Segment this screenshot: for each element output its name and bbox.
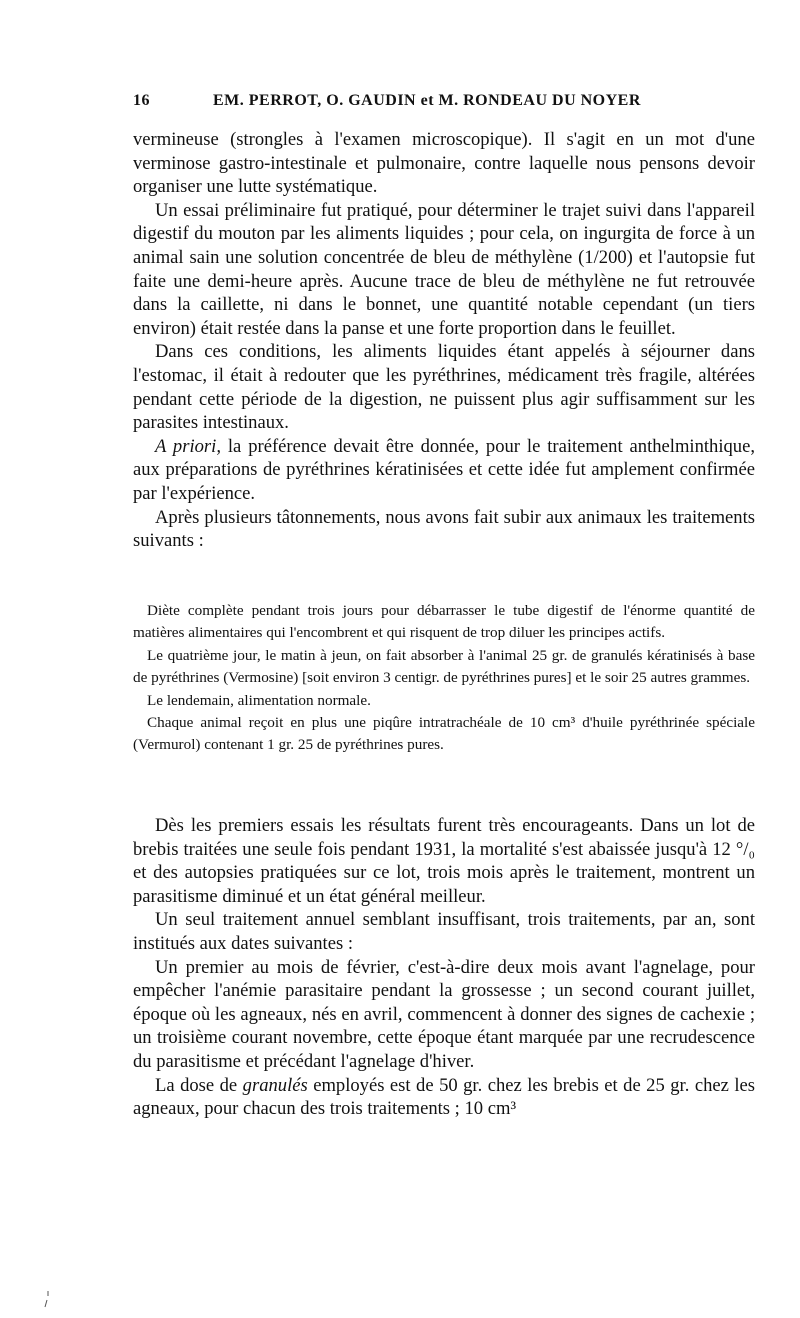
running-title: EM. PERROT, O. GAUDIN et M. RONDEAU DU NOYER [213, 92, 641, 109]
protocol-step: Le quatrième jour, le matin à jeun, on fait absorber à l'animal 25 gr. de granulés kératinisés à base de pyréthrines (Vermosine) [soit environ 3 centigr. de pyréthrines pures] et le soir 25 autres grammes. [133, 646, 755, 687]
paragraph-dose [133, 1074, 755, 1121]
paragraph-schedule: Un premier au mois de février, c'est-à-dire deux mois avant l'agnelage, pour empêcher l'anémie parasitaire pendant la grossesse ; un second courant juillet, époque où les agneaux, nés en avril, commencent à donner des signes de cachexie ; un troisième courant novembre, cette époque étant marquée par une recrudescence du parasitisme et précédant l'agnelage d'hiver. [133, 956, 755, 1072]
a-priori-italic: A priori, [155, 435, 221, 457]
paragraph-continuation: vermineuse (strongles à l'examen microscopique). Il s'agit en un mot d'une verminose gastro-intestinale et pulmonaire, contre laquelle nous pensons devoir organiser une lutte systématique. [133, 129, 755, 198]
paragraph-treatments-intro: Après plusieurs tâtonnements, nous avons fait subir aux animaux les traitements suivants : [133, 506, 755, 552]
page-number: 16 [133, 92, 150, 109]
running-header [133, 92, 683, 114]
dose-lead: La dose de [155, 1074, 243, 1096]
a-priori-rest: la préférence devait être donnée, pour le traitement anthelminthique, aux préparations de pyréthrines kératinisées et cette idée fut amplement confirmée par l'expérience. [133, 435, 755, 504]
scan-speck-mark [44, 1290, 50, 1308]
protocol-step: Diète complète pendant trois jours pour débarrasser le tube digestif de l'énorme quantité de matières alimentaires qui l'encombrent et qui risquent de trop diluer les principes actifs. [133, 602, 755, 642]
paragraph-annual-treatment: Un seul traitement annuel semblant insuffisant, trois traitements, par an, sont institués aux dates suivantes : [133, 909, 755, 954]
paragraph-results: Dès les premiers essais les résultats furent très encourageants. Dans un lot de brebis traitées une seule fois pendant 1931, la mortalité s'est abaissée jusqu'à 12 °/₀ et des autopsies pratiquées sur ce lot, trois mois après le traitement, montrent un parasitisme diminué et un état général meilleur. [133, 815, 755, 907]
treatment-protocol [133, 600, 755, 757]
body-text-upper [133, 128, 755, 553]
paragraph-preliminary-test: Un essai préliminaire fut pratiqué, pour déterminer le trajet suivi dans l'appareil digestif du mouton par les aliments liquides ; pour cela, on ingurgita de force à un animal sain une solution concentrée de bleu de méthylène (1/200) et l'autopsie fut faite une demi-heure après. Aucune trace de bleu de méthylène ne fut retrouvée dans la caillette, ni dans le bonnet, une quantité notable cependant (un tiers environ) était restée dans la panse et une forte proportion dans le feuillet. [133, 199, 755, 339]
body-text-lower [133, 814, 755, 1121]
protocol-step: Le lendemain, alimentation normale. [147, 691, 371, 709]
paragraph-conditions: Dans ces conditions, les aliments liquides étant appelés à séjourner dans l'estomac, il était à redouter que les pyréthrines, médicament très fragile, altérées pendant cette période de la digestion, ne puissent plus agir suffisamment sur les parasites intestinaux. [133, 341, 755, 434]
paragraph-a-priori [133, 435, 755, 506]
dose-rest: employés est de 50 gr. chez les brebis et de 25 gr. chez les agneaux, pour chacun des trois traitements ; 10 cm³ [133, 1074, 755, 1120]
dose-italic: granulés [242, 1074, 308, 1096]
protocol-step: Chaque animal reçoit en plus une piqûre intratrachéale de 10 cm³ d'huile pyréthrinée spéciale (Vermurol) contenant 1 gr. 25 de pyréthrines pures. [133, 714, 755, 754]
